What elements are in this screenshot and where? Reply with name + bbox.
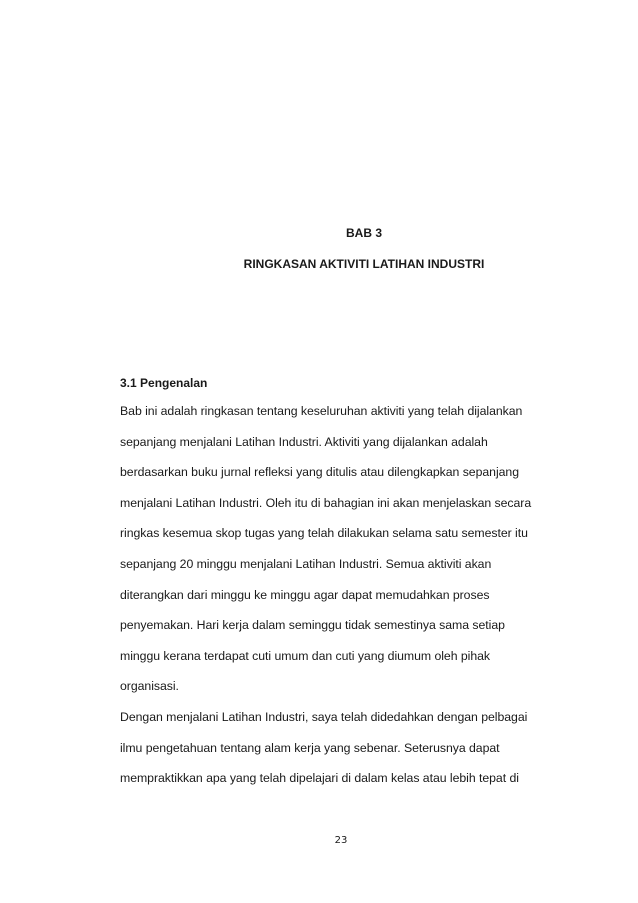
chapter-number: BAB 3 xyxy=(345,226,382,240)
page-number: 23 xyxy=(334,835,348,846)
paragraph-introduction xyxy=(120,403,580,709)
paragraph-line: diterangkan dari minggu ke minggu agar dapat memudahkan proses xyxy=(120,587,490,602)
section-heading: 3.1 Pengenalan xyxy=(120,376,208,390)
paragraph-line: ringkas kesemua skop tugas yang telah dilakukan selama satu semester itu xyxy=(120,526,528,541)
paragraph-experience xyxy=(120,709,580,801)
paragraph-line: Dengan menjalani Latihan Industri, saya telah didedahkan dengan pelbagai xyxy=(120,710,528,724)
paragraph-line: ilmu pengetahuan tentang alam kerja yang sebenar. Seterusnya dapat xyxy=(120,740,500,755)
paragraph-line: mempraktikkan apa yang telah dipelajari di dalam kelas atau lebih tepat di xyxy=(120,771,519,786)
paragraph-line: minggu kerana terdapat cuti umum dan cuti yang diumum oleh pihak xyxy=(120,648,491,663)
paragraph-line: sepanjang 20 minggu menjalani Latihan Industri. Semua aktiviti akan xyxy=(120,556,492,571)
paragraph-line: berdasarkan buku jurnal refleksi yang ditulis atau dilengkapkan sepanjang xyxy=(120,465,519,480)
paragraph-line: penyemakan. Hari kerja dalam seminggu tidak semestinya sama setiap xyxy=(120,618,505,633)
paragraph-line: menjalani Latihan Industri. Oleh itu di bahagian ini akan menjelaskan secara xyxy=(120,495,532,510)
paragraph-line: sepanjang menjalani Latihan Industri. Aktiviti yang dijalankan adalah xyxy=(120,434,488,449)
chapter-title: RINGKASAN AKTIVITI LATIHAN INDUSTRI xyxy=(243,257,485,271)
paragraph-line: organisasi. xyxy=(120,679,179,694)
paragraph-line: Bab ini adalah ringkasan tentang keseluruhan aktiviti yang telah dijalankan xyxy=(120,404,523,418)
